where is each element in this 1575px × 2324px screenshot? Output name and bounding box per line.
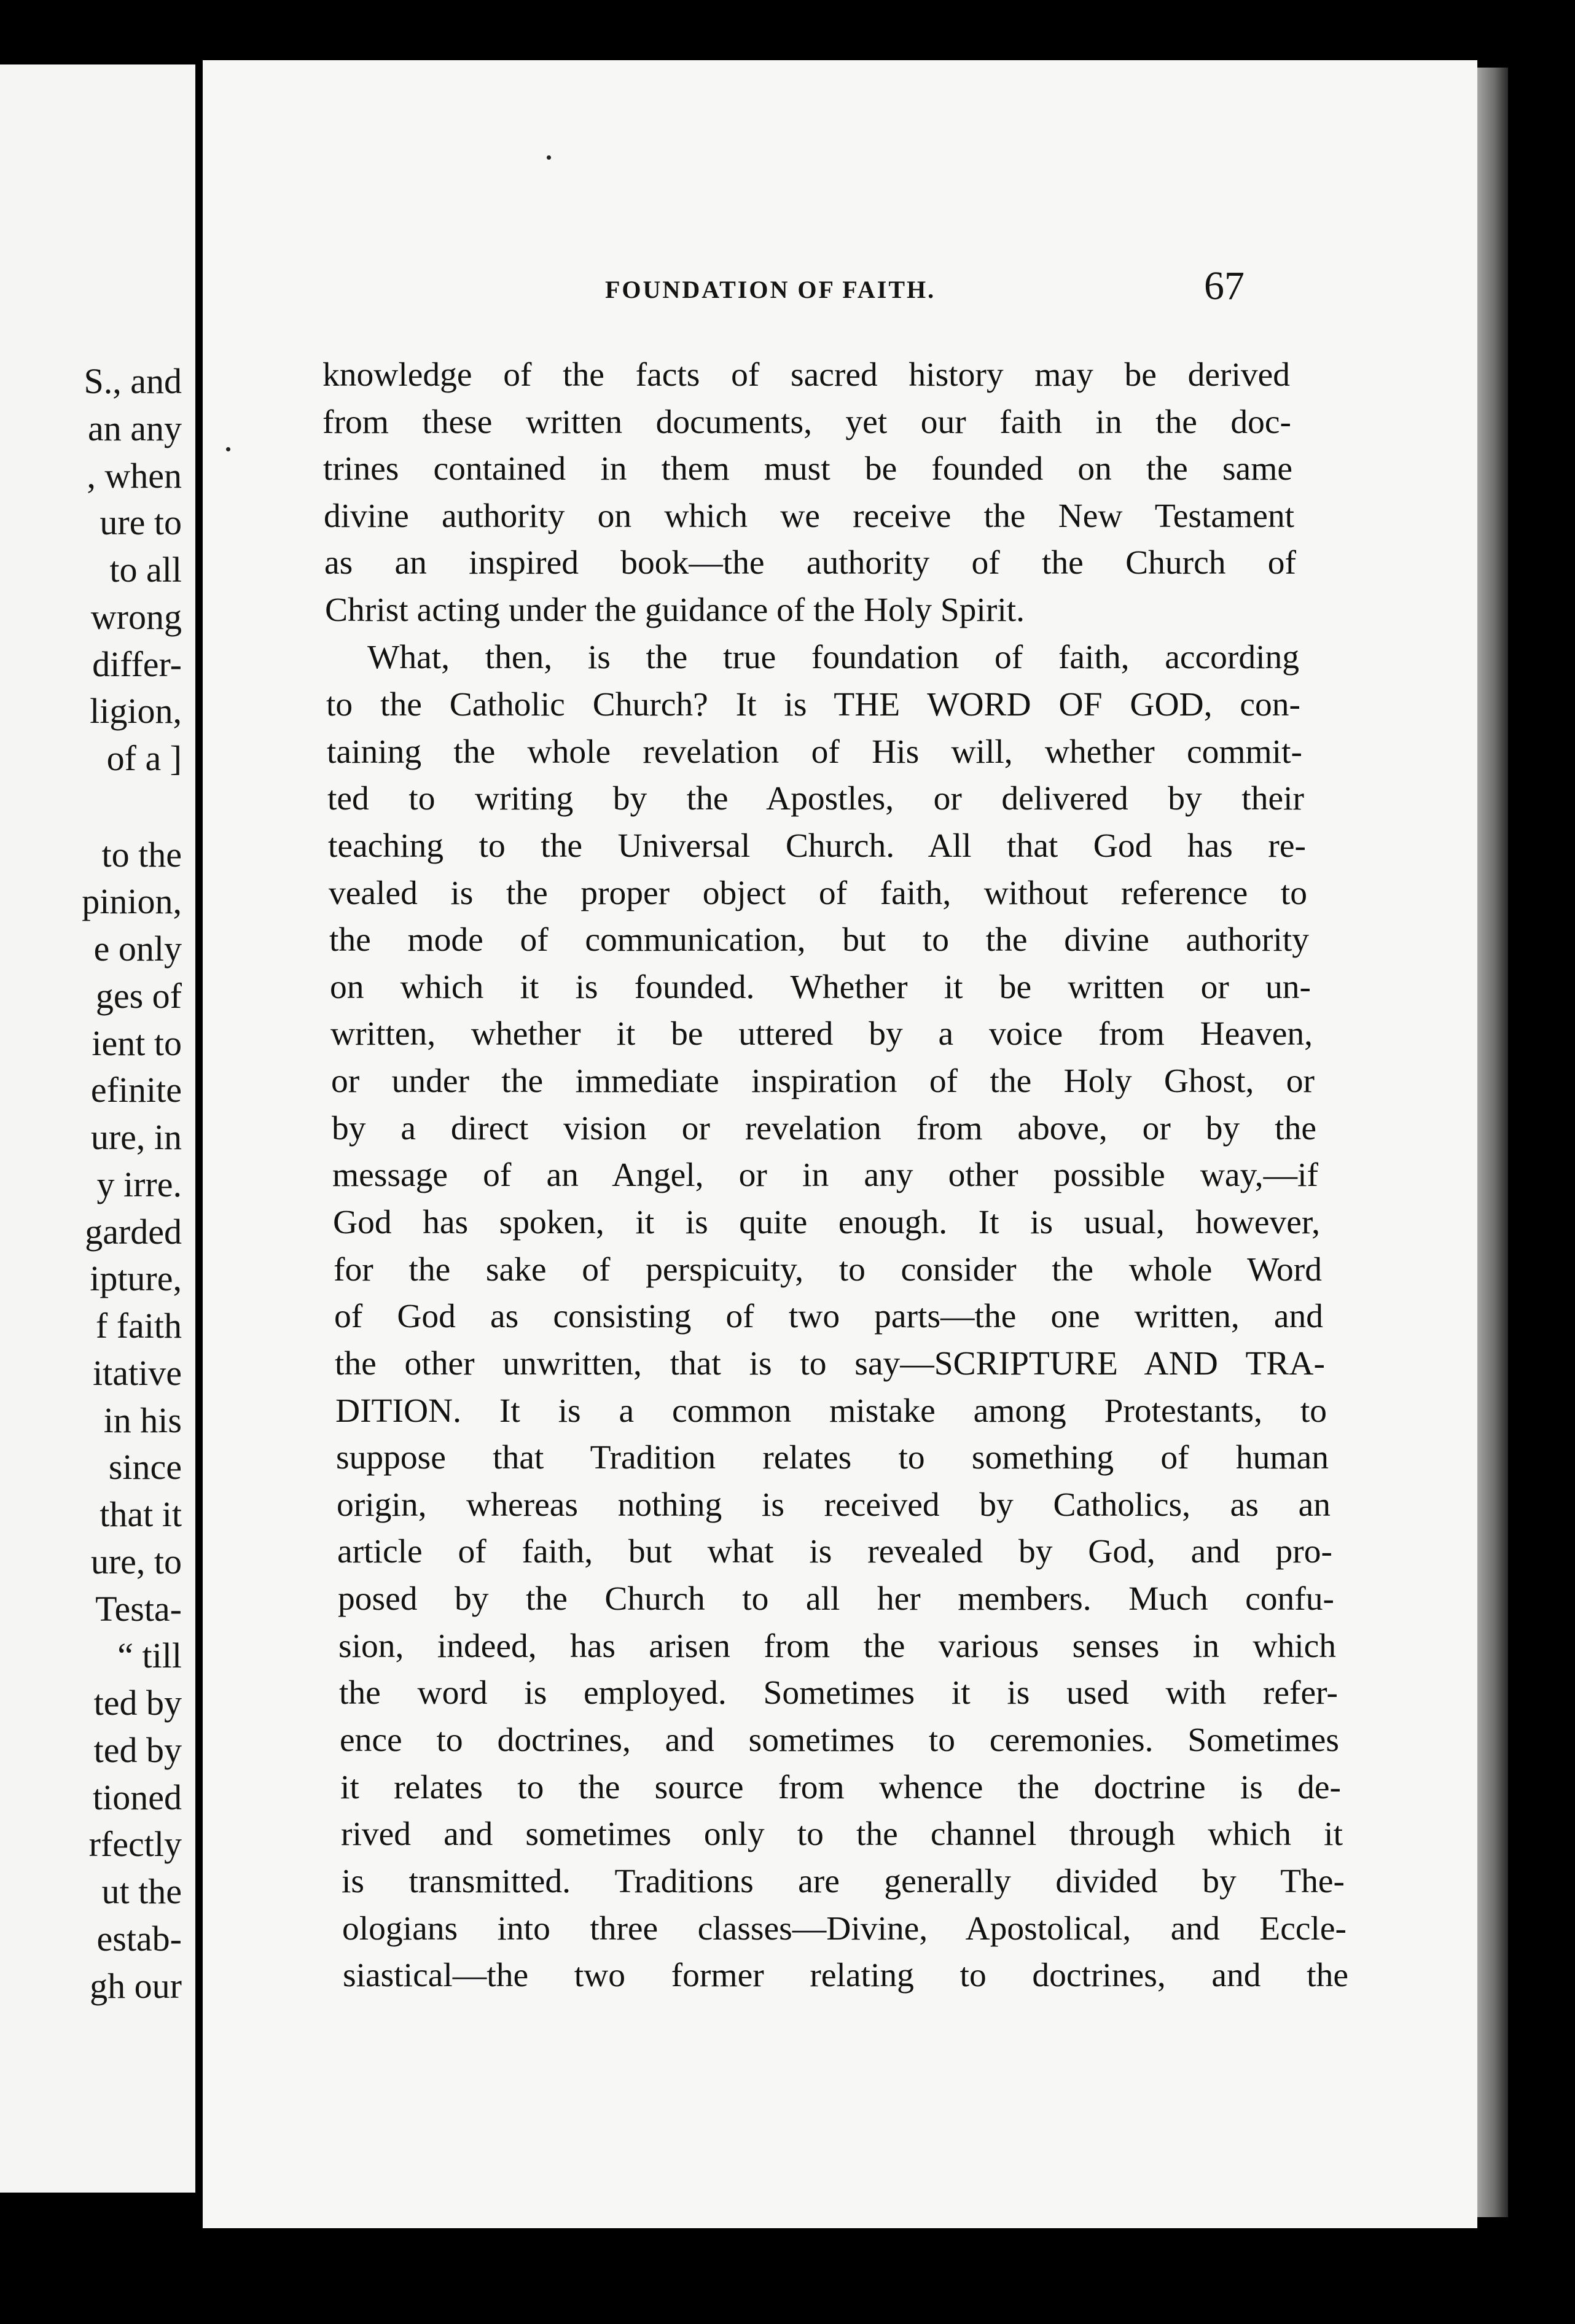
text-line: taining the whole revelation of His will, whether commit- xyxy=(327,733,1302,771)
left-page-line: f faith xyxy=(95,1306,182,1346)
text-line: written, whether it be uttered by a voice from Heaven, xyxy=(330,1015,1313,1053)
text-line: on which it is founded. Whether it be written or un- xyxy=(330,969,1311,1006)
left-page-line: garded xyxy=(85,1212,182,1252)
text-line: from these written documents, yet our faith in the doc- xyxy=(322,404,1291,441)
text-line: of God as consisting of two parts—the one written, and xyxy=(334,1298,1323,1335)
text-line: teaching to the Universal Church. All that God has re- xyxy=(328,827,1306,865)
text-line: siastical—the two former relating to doctrines, and the xyxy=(343,1957,1348,1994)
text-line: Christ acting under the guidance of the Holy Spirit. xyxy=(325,591,1025,629)
left-page-line: e only xyxy=(93,929,182,969)
text-line: to the Catholic Church? It is THE WORD OF GOD, con- xyxy=(326,686,1300,723)
text-line: is transmitted. Traditions are generally divided by The- xyxy=(342,1863,1345,1900)
text-line: origin, whereas nothing is received by Catholics, as an xyxy=(337,1486,1331,1524)
left-page-line: rfectly xyxy=(88,1824,182,1864)
left-page-line: ted by xyxy=(93,1730,182,1770)
text-line: for the sake of perspicuity, to consider the whole Word xyxy=(334,1251,1322,1289)
text-line: suppose that Tradition relates to something of human xyxy=(336,1439,1329,1476)
left-page-line: of a ] xyxy=(106,738,182,778)
left-page-line: estab- xyxy=(96,1919,182,1959)
left-page-line: ted by xyxy=(93,1683,182,1723)
left-page-line: since xyxy=(108,1447,182,1487)
text-line: What, then, is the true foundation of faith, according xyxy=(367,639,1299,676)
left-page-line: pinion, xyxy=(82,881,182,921)
left-page-line: ligion, xyxy=(90,691,182,731)
left-page-line: ure to xyxy=(100,502,182,542)
text-line: the mode of communication, but to the divine authority xyxy=(329,921,1309,959)
text-line: by a direct vision or revelation from above, or by the xyxy=(332,1110,1316,1147)
left-page-line: ut the xyxy=(101,1871,182,1911)
left-page-line: ure, in xyxy=(90,1117,182,1157)
left-page-line: differ- xyxy=(92,644,182,684)
text-line: posed by the Church to all her members. Much confu- xyxy=(338,1580,1334,1618)
text-line: ologians into three classes—Divine, Apostolical, and Eccle- xyxy=(342,1910,1346,1948)
text-line: it relates to the source from whence the doctrine is de- xyxy=(340,1769,1341,1806)
left-page-line: ipture, xyxy=(90,1258,182,1298)
left-page-fragment xyxy=(0,64,195,2193)
text-line: DITION. It is a common mistake among Protestants, to xyxy=(335,1392,1327,1430)
left-page-line: ges of xyxy=(95,976,182,1016)
text-line: ted to writing by the Apostles, or delivered by their xyxy=(327,780,1304,817)
text-line: sion, indeed, has arisen from the various senses in which xyxy=(338,1628,1336,1665)
text-line: as an inspired book—the authority of the Church of xyxy=(324,544,1296,582)
left-page-line: Testa- xyxy=(95,1589,182,1629)
left-page-line: ient to xyxy=(92,1023,182,1063)
text-line: the word is employed. Sometimes it is used with refer- xyxy=(339,1674,1338,1712)
text-line: God has spoken, it is quite enough. It is usual, however, xyxy=(333,1204,1320,1241)
left-page-line: itative xyxy=(93,1353,182,1393)
text-line: vealed is the proper object of faith, without reference to xyxy=(329,875,1307,912)
left-page-line: wrong xyxy=(90,597,182,637)
book-page xyxy=(203,60,1477,2228)
left-page-line: gh our xyxy=(90,1966,182,2006)
left-page-line: “ till xyxy=(117,1636,182,1675)
text-line: ence to doctrines, and sometimes to ceremonies. Sometimes xyxy=(340,1722,1339,1759)
running-head: FOUNDATION OF FAITH. xyxy=(605,276,936,303)
left-page-line: that it xyxy=(100,1494,182,1534)
text-line: trines contained in them must be founded on the same xyxy=(323,450,1292,488)
left-page-line: efinite xyxy=(90,1070,182,1110)
left-page-line: to all xyxy=(109,550,182,590)
speck-mark xyxy=(547,155,551,160)
page-number: 67 xyxy=(1204,263,1245,308)
text-line: divine authority on which we receive the New Testament xyxy=(324,497,1294,535)
text-line: knowledge of the facts of sacred history may be derived xyxy=(322,356,1290,394)
text-line: article of faith, but what is revealed by God, and pro- xyxy=(337,1533,1332,1570)
left-page-line: an any xyxy=(88,408,182,448)
text-line: message of an Angel, or in any other possible way,—if xyxy=(332,1156,1318,1194)
left-page-line: in his xyxy=(103,1400,182,1440)
left-page-line: y irre. xyxy=(96,1164,182,1204)
speck-mark xyxy=(226,447,230,451)
text-line: the other unwritten, that is to say—SCRIPTURE AND TRA- xyxy=(335,1345,1325,1382)
text-line: or under the immediate inspiration of the Holy Ghost, or xyxy=(331,1063,1315,1100)
left-page-line: to the xyxy=(101,835,182,875)
left-page-line: , when xyxy=(87,456,182,496)
text-line: rived and sometimes only to the channel through which it xyxy=(341,1815,1343,1853)
left-page-line: S., and xyxy=(84,361,182,401)
left-page-line: ure, to xyxy=(90,1542,182,1581)
left-page-line: tioned xyxy=(93,1777,182,1817)
